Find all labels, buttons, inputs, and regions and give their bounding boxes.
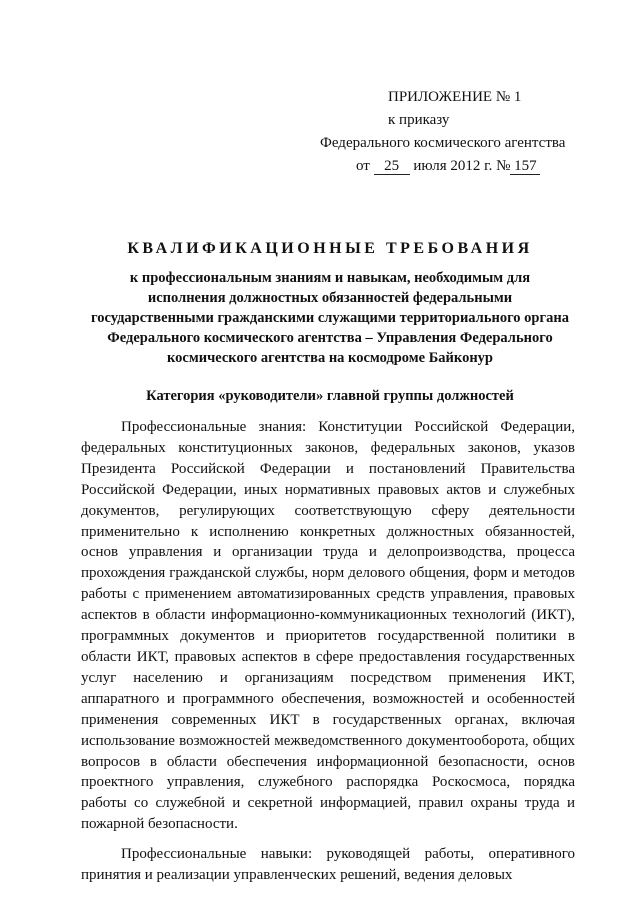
body-text — [81, 417, 575, 886]
date-prefix: от — [356, 158, 370, 174]
order-day: 25 — [374, 158, 410, 175]
paragraph-skills: Профессиональные навыки: руководящей работы, оперативного принятия и реализации управленческих решений, ведения деловых — [81, 846, 575, 884]
document-title: КВАЛИФИКАЦИОННЫЕ ТРЕБОВАНИЯ — [127, 240, 533, 257]
appendix-header — [300, 86, 600, 178]
agency-name: Федерального космического агентства — [320, 135, 566, 151]
document-subtitle: к профессиональным знаниям и навыкам, необходимым для исполнения должностных обязанностей федеральными государственными гражданскими служащими территориального органа Федерального космического агентства – Управления Федерального космического агентства на космодроме Байконур — [91, 270, 569, 366]
category-heading: Категория «руководители» главной группы должностей — [146, 388, 514, 404]
document-title-block — [90, 238, 570, 368]
paragraph-knowledge: Профессиональные знания: Конституции Российской Федерации, федеральных конституционных законов, федеральных законов, указов Президента Российской Федерации и постановлений Правительства Российской Федерации, иных нормативных правовых актов и служебных документов, регулирующих соответствующую сферу деятельности применительно к исполнению конкретных должностных обязанностей, основ управления и организации труда и делопроизводства, процесса прохождения гражданской службы, норм делового общения, форм и методов работы с применением автоматизированных средств управления, правовых аспектов в области информационно-коммуникационных технологий (ИКТ), программных документов и приоритетов государственной политики в области ИКТ, правовых аспектов в сфере предоставления государственных услуг населению и организациям посредством применения ИКТ, аппаратного и программного обеспечения, возможностей и особенностей применения современных ИКТ в государственных органах, включая использование возможностей межведомственного документооборота, общих вопросов в области обеспечения информационной безопасности, основ проектного управления, служебного распорядка Роскосмоса, порядка работы со служебной и секретной информацией, правил охраны труда и пожарной безопасности. — [81, 419, 575, 833]
order-date-line — [300, 155, 600, 178]
appendix-number: ПРИЛОЖЕНИЕ № 1 — [388, 89, 522, 105]
order-number: 157 — [510, 158, 540, 175]
order-month-year: июля 2012 г. № — [413, 158, 511, 174]
to-order-label: к приказу — [388, 112, 450, 128]
